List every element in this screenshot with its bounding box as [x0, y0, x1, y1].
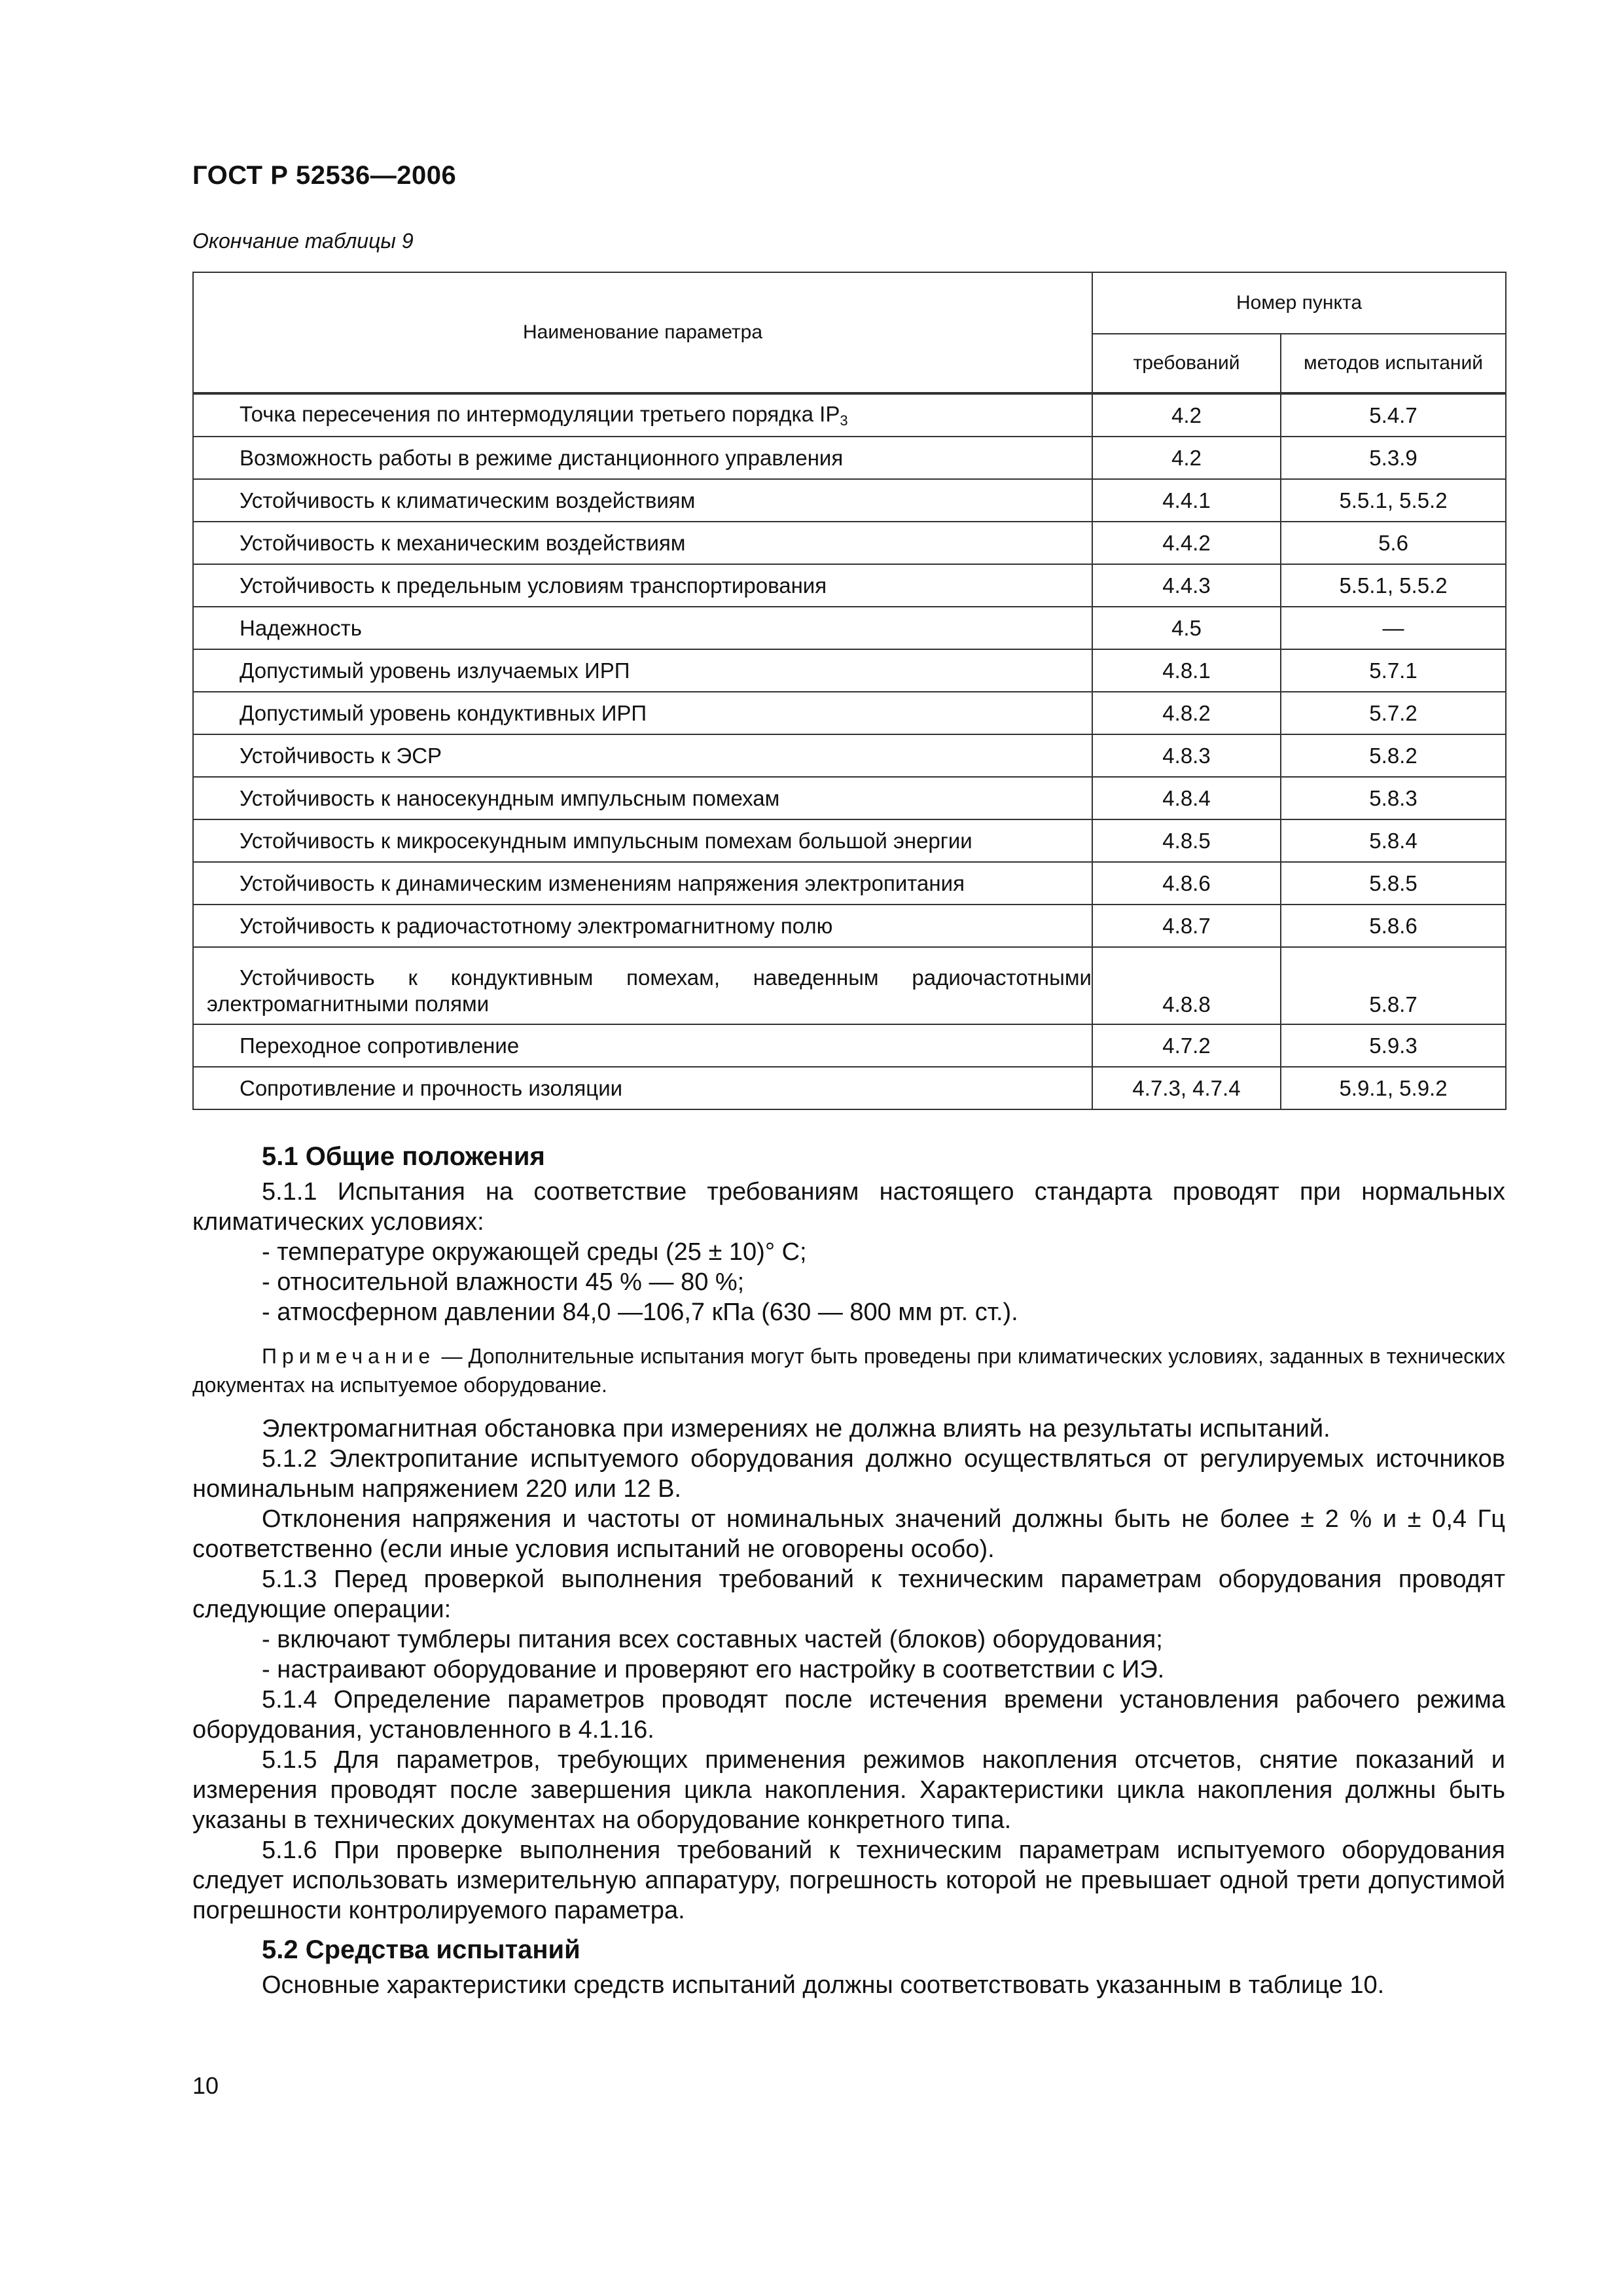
param-name-cell: Устойчивость к ЭСР	[193, 734, 1092, 777]
param-name-cell: Точка пересечения по интермодуляции третьего порядка $IP_3$	[193, 393, 1092, 437]
section-heading-5-2: 5.2 Средства испытаний	[262, 1935, 580, 1964]
param-name-cell: Устойчивость к климатическим воздействиям	[193, 479, 1092, 522]
page-number: 10	[192, 2072, 219, 2099]
param-name-cell: Возможность работы в режиме дистанционного управления	[193, 437, 1092, 479]
table-row	[193, 862, 1506, 905]
test-cell: 5.3.9	[1281, 437, 1506, 479]
test-cell: 5.8.2	[1281, 734, 1506, 777]
req-cell: 4.4.3	[1092, 564, 1281, 607]
table-row	[193, 734, 1506, 777]
list-item: - настраивают оборудование и проверяют его настройку в соответствии с ИЭ.	[262, 1656, 1165, 1683]
note	[192, 1342, 1505, 1399]
paragraph-5-1-5: 5.1.5 Для параметров, требующих применения режимов накопления отсчетов, снятие показаний и измерения проводят после завершения цикла накопления. Характеристики цикла накопления должны быть указаны в технических документах на оборудование конкретного типа.	[192, 1746, 1505, 1834]
paragraph-deviation: Отклонения напряжения и частоты от номинальных значений должны быть не более ± 2 % и ± 0,4 Гц соответственно (если иные условия испытаний не оговорены особо).	[192, 1505, 1505, 1563]
req-cell: 4.8.2	[1092, 692, 1281, 734]
test-cell: 5.9.1, 5.9.2	[1281, 1067, 1506, 1109]
list-item: - включают тумблеры питания всех составных частей (блоков) оборудования;	[262, 1626, 1163, 1653]
test-cell: 5.7.2	[1281, 692, 1506, 734]
subscript: 3	[840, 412, 848, 429]
header-test-methods: методов испытаний	[1281, 334, 1506, 393]
paragraph-5-1-4: 5.1.4 Определение параметров проводят после истечения времени установления рабочего режима оборудования, установленного в 4.1.16.	[192, 1686, 1505, 1744]
table-row	[193, 437, 1506, 479]
param-name-cell: Допустимый уровень излучаемых ИРП	[193, 649, 1092, 692]
table-row	[193, 564, 1506, 607]
param-name-cell: Устойчивость к радиочастотному электромагнитному полю	[193, 905, 1092, 947]
param-name-cell: Устойчивость к механическим воздействиям	[193, 522, 1092, 564]
param-name-cell: Надежность	[193, 607, 1092, 649]
test-cell: 5.8.7	[1281, 947, 1506, 1024]
req-cell: 4.7.2	[1092, 1024, 1281, 1067]
test-cell: 5.5.1, 5.5.2	[1281, 479, 1506, 522]
paragraph-em: Электромагнитная обстановка при измерениях не должна влиять на результаты испытаний.	[262, 1415, 1330, 1443]
note-label: Примечание	[262, 1344, 436, 1368]
table-row	[193, 1067, 1506, 1109]
section-heading-5-1: 5.1 Общие положения	[262, 1142, 545, 1171]
paragraph-5-2: Основные характеристики средств испытаний должны соответствовать указанным в таблице 10.	[262, 1971, 1385, 1999]
table-row	[193, 479, 1506, 522]
req-cell: 4.8.5	[1092, 819, 1281, 862]
test-cell: 5.6	[1281, 522, 1506, 564]
req-cell: 4.2	[1092, 437, 1281, 479]
req-cell: 4.8.3	[1092, 734, 1281, 777]
document-title: ГОСТ Р 52536—2006	[192, 161, 457, 190]
param-name-cell: Переходное сопротивление	[193, 1024, 1092, 1067]
test-cell: 5.8.4	[1281, 819, 1506, 862]
list-item: - относительной влажности 45 % — 80 %;	[262, 1268, 745, 1296]
param-name-cell: Устойчивость к предельным условиям транспортирования	[193, 564, 1092, 607]
table-row	[193, 649, 1506, 692]
table-row	[193, 607, 1506, 649]
list-item: - температуре окружающей среды (25 ± 10)° С;	[262, 1238, 807, 1266]
header-clause-number: Номер пункта	[1092, 272, 1506, 334]
req-cell: 4.5	[1092, 607, 1281, 649]
test-cell: 5.8.6	[1281, 905, 1506, 947]
paragraph-5-1-2: 5.1.2 Электропитание испытуемого оборудования должно осуществляться от регулируемых источников номинальным напряжением 220 или 12 В.	[192, 1445, 1505, 1503]
req-cell: 4.4.2	[1092, 522, 1281, 564]
test-cell: 5.9.3	[1281, 1024, 1506, 1067]
table-row	[193, 393, 1506, 437]
param-name-cell: Устойчивость к кондуктивным помехам, наведенным радиочастотными электромагнитными полями	[193, 947, 1092, 1024]
req-cell: 4.8.4	[1092, 777, 1281, 819]
table-row	[193, 692, 1506, 734]
header-requirements: требований	[1092, 334, 1281, 393]
table-row	[193, 777, 1506, 819]
req-cell: 4.8.7	[1092, 905, 1281, 947]
test-cell: 5.8.3	[1281, 777, 1506, 819]
test-cell: 5.4.7	[1281, 393, 1506, 437]
parameters-table	[192, 272, 1507, 1110]
test-cell: —	[1281, 607, 1506, 649]
param-name-cell: Устойчивость к наносекундным импульсным помехам	[193, 777, 1092, 819]
param-name-cell: Устойчивость к микросекундным импульсным помехам большой энергии	[193, 819, 1092, 862]
paragraph-5-1-6: 5.1.6 При проверке выполнения требований к техническим параметрам испытуемого оборудования следует использовать измерительную аппаратуру, погрешность которой не превышает одной трети допустимой погрешности контролируемого параметра.	[192, 1837, 1505, 1924]
table-row	[193, 1024, 1506, 1067]
table-caption: Окончание таблицы 9	[192, 229, 414, 253]
req-cell: 4.8.8	[1092, 947, 1281, 1024]
table-row	[193, 819, 1506, 862]
req-cell: 4.8.1	[1092, 649, 1281, 692]
param-name-cell: Сопротивление и прочность изоляции	[193, 1067, 1092, 1109]
list-item: - атмосферном давлении 84,0 —106,7 кПа (630 — 800 мм рт. ст.).	[262, 1299, 1018, 1326]
param-name-cell: Допустимый уровень кондуктивных ИРП	[193, 692, 1092, 734]
req-cell: 4.7.3, 4.7.4	[1092, 1067, 1281, 1109]
body-text	[192, 1139, 1505, 2000]
req-cell: 4.4.1	[1092, 479, 1281, 522]
paragraph-5-1-1: 5.1.1 Испытания на соответствие требованиям настоящего стандарта проводят при нормальных климатических условиях:	[192, 1178, 1505, 1236]
test-cell: 5.8.5	[1281, 862, 1506, 905]
test-cell: 5.5.1, 5.5.2	[1281, 564, 1506, 607]
table-row	[193, 522, 1506, 564]
paragraph-5-1-3: 5.1.3 Перед проверкой выполнения требований к техническим параметрам оборудования проводят следующие операции:	[192, 1566, 1505, 1623]
test-cell: 5.7.1	[1281, 649, 1506, 692]
note-text: — Дополнительные испытания могут быть проведены при климатических условиях, заданных в технических документах на испытуемое оборудование.	[192, 1344, 1506, 1397]
header-param-name: Наименование параметра	[193, 272, 1092, 393]
param-name-cell: Устойчивость к динамическим изменениям напряжения электропитания	[193, 862, 1092, 905]
table-row	[193, 905, 1506, 947]
table-row	[193, 947, 1506, 1024]
req-cell: 4.2	[1092, 393, 1281, 437]
req-cell: 4.8.6	[1092, 862, 1281, 905]
